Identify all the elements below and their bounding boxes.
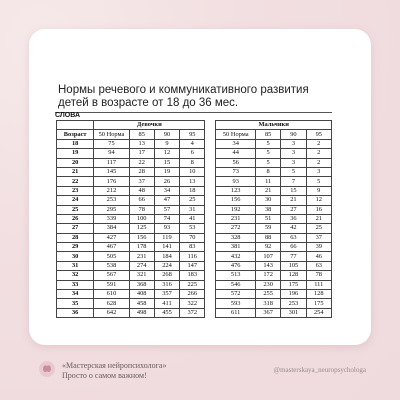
boys-value-cell: 172 xyxy=(256,271,281,280)
boys-value-cell: 111 xyxy=(306,280,331,289)
girls-col-header: 85 xyxy=(129,130,154,139)
girls-value-cell: 25 xyxy=(180,196,205,205)
boys-value-cell: 15 xyxy=(281,186,306,195)
age-cell: 28 xyxy=(57,233,94,242)
girls-value-cell: 93 xyxy=(154,224,179,233)
table-gap xyxy=(205,149,216,158)
girls-value-cell: 231 xyxy=(129,252,154,261)
girls-value-cell: 316 xyxy=(154,280,179,289)
boys-value-cell: 367 xyxy=(256,308,281,317)
girls-value-cell: 75 xyxy=(94,139,129,148)
footer-brand-name: «Мастерская нейропсихолога» xyxy=(62,361,167,370)
girls-value-cell: 9 xyxy=(154,139,179,148)
age-cell: 30 xyxy=(57,252,94,261)
table-gap xyxy=(205,299,216,308)
age-cell: 23 xyxy=(57,186,94,195)
age-cell: 26 xyxy=(57,214,94,223)
footer-tagline: Просто о самом важном! xyxy=(62,371,147,380)
boys-col-header: 50 Норма xyxy=(216,130,256,139)
girls-value-cell: 10 xyxy=(180,167,205,176)
boys-value-cell: 272 xyxy=(216,224,256,233)
title-line-2: детей в возрасте от 18 до 36 мес. xyxy=(58,97,239,109)
boys-value-cell: 143 xyxy=(256,261,281,270)
girls-value-cell: 156 xyxy=(129,233,154,242)
boys-value-cell: 253 xyxy=(281,299,306,308)
boys-value-cell: 12 xyxy=(306,196,331,205)
girls-value-cell: 26 xyxy=(154,177,179,186)
boys-value-cell: 39 xyxy=(306,243,331,252)
footer-brand xyxy=(62,361,166,381)
table-gap xyxy=(205,261,216,270)
girls-value-cell: 295 xyxy=(94,205,129,214)
boys-value-cell: 2 xyxy=(306,139,331,148)
girls-value-cell: 100 xyxy=(129,214,154,223)
table-gap xyxy=(205,214,216,223)
girls-value-cell: 141 xyxy=(154,243,179,252)
boys-value-cell: 9 xyxy=(306,186,331,195)
boys-value-cell: 175 xyxy=(306,299,331,308)
boys-col-header: 85 xyxy=(256,130,281,139)
girls-value-cell: 610 xyxy=(94,290,129,299)
girls-value-cell: 458 xyxy=(129,299,154,308)
girls-value-cell: 57 xyxy=(154,205,179,214)
girls-value-cell: 41 xyxy=(180,214,205,223)
girls-value-cell: 4 xyxy=(180,139,205,148)
age-cell: 21 xyxy=(57,167,94,176)
girls-value-cell: 53 xyxy=(180,224,205,233)
girls-value-cell: 266 xyxy=(180,290,205,299)
table-row xyxy=(57,290,332,299)
girls-value-cell: 408 xyxy=(129,290,154,299)
table-gap xyxy=(205,224,216,233)
boys-value-cell: 5 xyxy=(256,149,281,158)
girls-value-cell: 455 xyxy=(154,308,179,317)
boys-value-cell: 77 xyxy=(281,252,306,261)
table-row xyxy=(57,308,332,317)
boys-value-cell: 21 xyxy=(281,196,306,205)
table-row xyxy=(57,261,332,270)
girls-value-cell: 224 xyxy=(154,261,179,270)
girls-value-cell: 74 xyxy=(154,214,179,223)
boys-value-cell: 128 xyxy=(281,271,306,280)
age-cell: 33 xyxy=(57,280,94,289)
table-row xyxy=(57,252,332,261)
table-row xyxy=(57,299,332,308)
girls-value-cell: 176 xyxy=(94,177,129,186)
girls-value-cell: 384 xyxy=(94,224,129,233)
girls-value-cell: 498 xyxy=(129,308,154,317)
girls-value-cell: 467 xyxy=(94,243,129,252)
age-cell: 32 xyxy=(57,271,94,280)
age-header-spacer xyxy=(57,121,94,130)
girls-group-header: Девочки xyxy=(94,121,205,130)
age-cell: 29 xyxy=(57,243,94,252)
boys-value-cell: 38 xyxy=(256,205,281,214)
table-gap xyxy=(205,280,216,289)
table-row xyxy=(57,186,332,195)
boys-value-cell: 11 xyxy=(256,177,281,186)
boys-value-cell: 546 xyxy=(216,280,256,289)
boys-col-header: 95 xyxy=(306,130,331,139)
boys-group-header: Мальчики xyxy=(216,121,332,130)
table-row xyxy=(57,158,332,167)
boys-value-cell: 328 xyxy=(216,233,256,242)
boys-value-cell: 51 xyxy=(256,214,281,223)
girls-value-cell: 34 xyxy=(154,186,179,195)
table-gap xyxy=(205,233,216,242)
girls-value-cell: 13 xyxy=(180,177,205,186)
age-cell: 27 xyxy=(57,224,94,233)
table-gap xyxy=(205,252,216,261)
table-row xyxy=(57,167,332,176)
girls-value-cell: 66 xyxy=(129,196,154,205)
boys-value-cell: 63 xyxy=(281,233,306,242)
norms-table xyxy=(56,120,332,318)
girls-value-cell: 31 xyxy=(180,205,205,214)
title-line-1: Нормы речевого и коммуникативного развития xyxy=(58,84,309,96)
boys-value-cell: 59 xyxy=(256,224,281,233)
boys-value-cell: 42 xyxy=(281,224,306,233)
girls-value-cell: 274 xyxy=(129,261,154,270)
boys-value-cell: 7 xyxy=(281,177,306,186)
boys-value-cell: 476 xyxy=(216,261,256,270)
boys-value-cell: 254 xyxy=(306,308,331,317)
boys-value-cell: 25 xyxy=(306,224,331,233)
girls-value-cell: 145 xyxy=(94,167,129,176)
table-gap xyxy=(205,243,216,252)
girls-value-cell: 642 xyxy=(94,308,129,317)
table-gap xyxy=(205,158,216,167)
boys-value-cell: 593 xyxy=(216,299,256,308)
girls-value-cell: 119 xyxy=(154,233,179,242)
girls-col-header: 50 Норма xyxy=(94,130,129,139)
girls-value-cell: 94 xyxy=(94,149,129,158)
table-group-header-row xyxy=(57,121,332,130)
age-cell: 18 xyxy=(57,139,94,148)
girls-value-cell: 28 xyxy=(129,167,154,176)
boys-value-cell: 255 xyxy=(256,290,281,299)
boys-value-cell: 37 xyxy=(306,233,331,242)
table-gap xyxy=(205,186,216,195)
boys-value-cell: 381 xyxy=(216,243,256,252)
girls-value-cell: 22 xyxy=(129,158,154,167)
table-row xyxy=(57,214,332,223)
boys-value-cell: 192 xyxy=(216,205,256,214)
table-gap xyxy=(205,130,216,139)
boys-value-cell: 93 xyxy=(216,177,256,186)
age-cell: 22 xyxy=(57,177,94,186)
table-row xyxy=(57,243,332,252)
table-row xyxy=(57,205,332,214)
girls-value-cell: 125 xyxy=(129,224,154,233)
boys-value-cell: 88 xyxy=(256,233,281,242)
girls-value-cell: 47 xyxy=(154,196,179,205)
table-row xyxy=(57,224,332,233)
boys-value-cell: 318 xyxy=(256,299,281,308)
girls-value-cell: 13 xyxy=(129,139,154,148)
age-cell: 24 xyxy=(57,196,94,205)
girls-value-cell: 8 xyxy=(180,158,205,167)
boys-col-header: 90 xyxy=(281,130,306,139)
girls-value-cell: 368 xyxy=(129,280,154,289)
table-row xyxy=(57,280,332,289)
girls-col-header: 90 xyxy=(154,130,179,139)
girls-value-cell: 505 xyxy=(94,252,129,261)
boys-value-cell: 3 xyxy=(281,149,306,158)
boys-value-cell: 8 xyxy=(256,167,281,176)
boys-value-cell: 5 xyxy=(256,139,281,148)
footer-handle: @masterskaya_neuropsychologa xyxy=(273,366,366,374)
boys-value-cell: 66 xyxy=(281,243,306,252)
table-gap xyxy=(205,271,216,280)
table-row xyxy=(57,139,332,148)
girls-value-cell: 19 xyxy=(154,167,179,176)
girls-value-cell: 538 xyxy=(94,261,129,270)
girls-value-cell: 212 xyxy=(94,186,129,195)
table-row xyxy=(57,196,332,205)
girls-value-cell: 339 xyxy=(94,214,129,223)
boys-value-cell: 5 xyxy=(306,177,331,186)
girls-value-cell: 372 xyxy=(180,308,205,317)
boys-value-cell: 128 xyxy=(306,290,331,299)
girls-value-cell: 253 xyxy=(94,196,129,205)
boys-value-cell: 105 xyxy=(281,261,306,270)
table-row xyxy=(57,149,332,158)
girls-value-cell: 37 xyxy=(129,177,154,186)
table-gap xyxy=(205,205,216,214)
girls-value-cell: 268 xyxy=(154,271,179,280)
age-cell: 34 xyxy=(57,290,94,299)
boys-value-cell: 78 xyxy=(306,271,331,280)
girls-value-cell: 178 xyxy=(129,243,154,252)
table-gap xyxy=(205,196,216,205)
table-row xyxy=(57,233,332,242)
girls-value-cell: 83 xyxy=(180,243,205,252)
girls-col-header: 95 xyxy=(180,130,205,139)
table-body xyxy=(57,139,332,317)
table-gap xyxy=(205,177,216,186)
boys-value-cell: 46 xyxy=(306,252,331,261)
brain-logo-icon xyxy=(38,360,56,378)
age-column-header: Возраст xyxy=(57,130,94,139)
boys-value-cell: 196 xyxy=(281,290,306,299)
girls-value-cell: 70 xyxy=(180,233,205,242)
boys-value-cell: 30 xyxy=(256,196,281,205)
girls-value-cell: 48 xyxy=(129,186,154,195)
boys-value-cell: 156 xyxy=(216,196,256,205)
table-row xyxy=(57,271,332,280)
age-cell: 19 xyxy=(57,149,94,158)
girls-value-cell: 322 xyxy=(180,299,205,308)
girls-value-cell: 12 xyxy=(154,149,179,158)
girls-value-cell: 18 xyxy=(180,186,205,195)
girls-value-cell: 411 xyxy=(154,299,179,308)
girls-value-cell: 357 xyxy=(154,290,179,299)
boys-value-cell: 5 xyxy=(256,158,281,167)
girls-value-cell: 591 xyxy=(94,280,129,289)
age-cell: 35 xyxy=(57,299,94,308)
girls-value-cell: 6 xyxy=(180,149,205,158)
girls-value-cell: 225 xyxy=(180,280,205,289)
girls-value-cell: 117 xyxy=(94,158,129,167)
boys-value-cell: 3 xyxy=(281,139,306,148)
boys-value-cell: 21 xyxy=(256,186,281,195)
boys-value-cell: 611 xyxy=(216,308,256,317)
table-gap xyxy=(205,121,216,130)
girls-value-cell: 567 xyxy=(94,271,129,280)
boys-value-cell: 34 xyxy=(216,139,256,148)
girls-value-cell: 427 xyxy=(94,233,129,242)
girls-value-cell: 183 xyxy=(180,271,205,280)
boys-value-cell: 3 xyxy=(306,167,331,176)
boys-value-cell: 107 xyxy=(256,252,281,261)
boys-value-cell: 27 xyxy=(281,205,306,214)
boys-value-cell: 16 xyxy=(306,205,331,214)
table-gap xyxy=(205,167,216,176)
table-row xyxy=(57,177,332,186)
boys-value-cell: 44 xyxy=(216,149,256,158)
girls-value-cell: 116 xyxy=(180,252,205,261)
boys-value-cell: 5 xyxy=(281,167,306,176)
boys-value-cell: 230 xyxy=(256,280,281,289)
girls-value-cell: 321 xyxy=(129,271,154,280)
boys-value-cell: 2 xyxy=(306,158,331,167)
boys-value-cell: 231 xyxy=(216,214,256,223)
boys-value-cell: 92 xyxy=(256,243,281,252)
boys-value-cell: 2 xyxy=(306,149,331,158)
boys-value-cell: 56 xyxy=(216,158,256,167)
boys-value-cell: 3 xyxy=(281,158,306,167)
table-column-header-row xyxy=(57,130,332,139)
boys-value-cell: 21 xyxy=(306,214,331,223)
table-gap xyxy=(205,139,216,148)
girls-value-cell: 147 xyxy=(180,261,205,270)
boys-value-cell: 123 xyxy=(216,186,256,195)
boys-value-cell: 73 xyxy=(216,167,256,176)
table-gap xyxy=(205,308,216,317)
table-gap xyxy=(205,290,216,299)
girls-value-cell: 15 xyxy=(154,158,179,167)
boys-value-cell: 175 xyxy=(281,280,306,289)
girls-value-cell: 17 xyxy=(129,149,154,158)
age-cell: 20 xyxy=(57,158,94,167)
boys-value-cell: 63 xyxy=(306,261,331,270)
section-label: СЛОВА xyxy=(55,112,80,119)
title-divider xyxy=(55,112,332,113)
girls-value-cell: 628 xyxy=(94,299,129,308)
age-cell: 31 xyxy=(57,261,94,270)
boys-value-cell: 301 xyxy=(281,308,306,317)
boys-value-cell: 36 xyxy=(281,214,306,223)
boys-value-cell: 432 xyxy=(216,252,256,261)
girls-value-cell: 78 xyxy=(129,205,154,214)
age-cell: 36 xyxy=(57,308,94,317)
age-cell: 25 xyxy=(57,205,94,214)
boys-value-cell: 513 xyxy=(216,271,256,280)
document-title xyxy=(58,84,318,110)
girls-value-cell: 184 xyxy=(154,252,179,261)
boys-value-cell: 572 xyxy=(216,290,256,299)
